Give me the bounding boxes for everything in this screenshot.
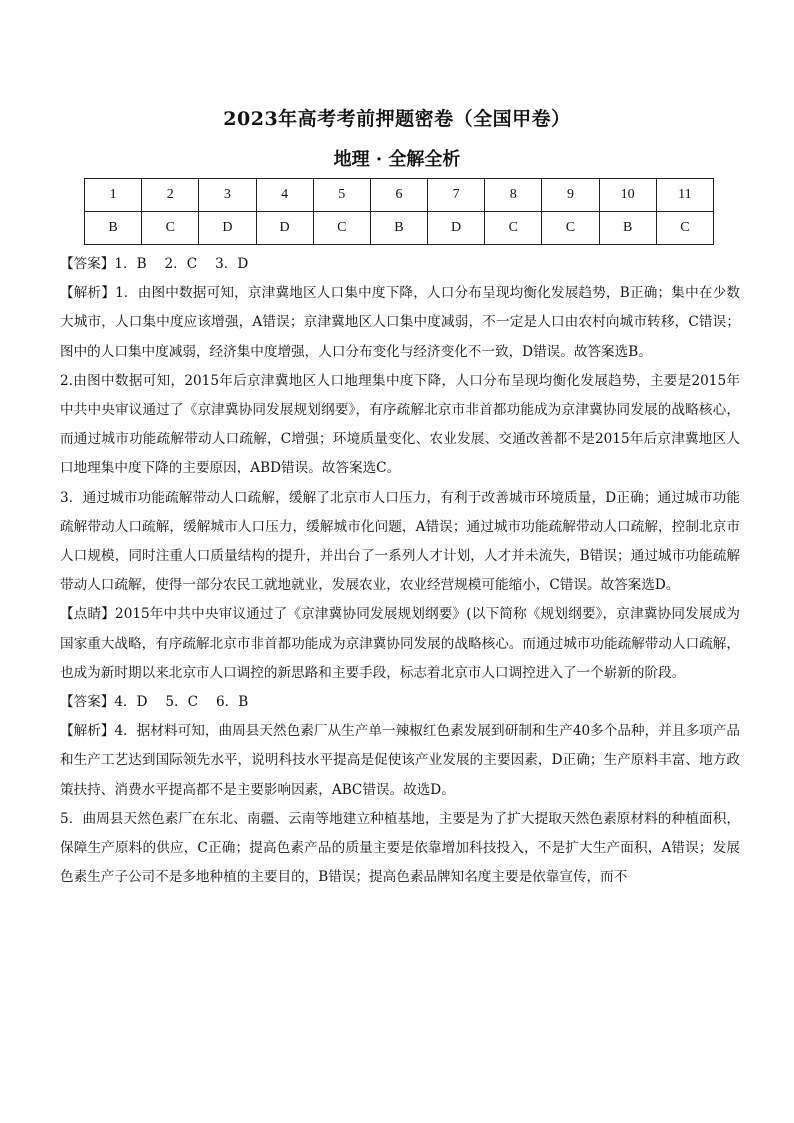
answer-line: 【答案】4．D 5．C 6．B [60, 694, 249, 711]
answer-cell: D [256, 212, 313, 245]
answer-table [84, 178, 714, 245]
table-row-numbers [85, 179, 714, 212]
question-number-cell: 9 [542, 179, 599, 212]
analysis-paragraph: 3．通过城市功能疏解带动人口疏解，缓解了北京市人口压力，有利于改善城市环境质量，D正确；通过城市功能疏解带动人口疏解，缓解城市人口压力，缓解城市化问题，A错误；通过城市功能疏解带动人口疏解，控制北京市人口规模，同时注重人口质量结构的提升，并出台了一系列人才计划，人才并未流失，B错误；通过城市功能疏解带动人口疏解，使得一部分农民工就地就业，发展农业，农业经营规模可能缩小，C错误。故答案选D。 [60, 489, 740, 594]
answer-cell: C [313, 212, 370, 245]
question-number-cell: 5 [313, 179, 370, 212]
question-number-cell: 2 [142, 179, 199, 212]
answer-cell: D [199, 212, 256, 245]
question-number-cell: 3 [199, 179, 256, 212]
question-number-cell: 11 [656, 179, 713, 212]
answer-cell: C [542, 212, 599, 245]
page-subtitle: 地理 · 全解全析 [333, 149, 461, 170]
analysis-paragraph: 5．曲周县天然色素厂在东北、南疆、云南等地建立种植基地，主要是为了扩大提取天然色素原材料的种植面积，保障生产原料的供应，C正确；提高色素产品的质量主要是依靠增加科技投入，不是扩大生产面积，A错误；发展色素生产子公司不是多地种植的主要目的，B错误；提高色素品牌知名度主要是依靠宣传，而不 [60, 810, 740, 886]
analysis-paragraph: 【解析】1．由图中数据可知，京津冀地区人口集中度下降，人口分布呈现均衡化发展趋势，B正确；集中在少数大城市，人口集中度应该增强，A错误；京津冀地区人口集中度减弱，不一定是人口由农村向城市转移，C错误；图中的人口集中度减弱，经济集中度增强，人口分布变化与经济变化不一致，D错误。故答案选B。 [60, 285, 740, 360]
answer-cell: B [85, 212, 142, 245]
answer-cell: C [656, 212, 713, 245]
question-number-cell: 8 [485, 179, 542, 212]
question-number-cell: 7 [428, 179, 485, 212]
question-number-cell: 4 [256, 179, 313, 212]
question-number-cell: 6 [370, 179, 427, 212]
question-number-cell: 10 [599, 179, 656, 212]
page-title: 2023年高考考前押题密卷（全国甲卷） [223, 108, 571, 130]
explanation-body [60, 250, 740, 892]
analysis-paragraph: 2.由图中数据可知，2015年后京津冀地区人口地理集中度下降，人口分布呈现均衡化发展趋势，主要是2015年中共中央审议通过了《京津冀协同发展规划纲要》，有序疏解北京市非首都功能成为京津冀协同发展的战略核心，而通过城市功能疏解带动人口疏解，C增强；环境质量变化、农业发展、交通改善都不是2015年后京津冀地区人口地理集中度下降的主要原因，ABD错误。故答案选C。 [60, 372, 740, 477]
key-point-paragraph: 【点睛】2015年中共中央审议通过了《京津冀协同发展规划纲要》(以下简称《规划纲要》，京津冀协同发展成为国家重大战略，有序疏解北京市非首都功能成为京津冀协同发展的战略核心。而通过城市功能疏解带动人口疏解，也成为新时期以来北京市人口调控的新思路和主要手段，标志着北京市人口调控进入了一个崭新的阶段。 [60, 606, 740, 681]
answer-cell: C [485, 212, 542, 245]
answer-line: 【答案】1．B 2．C 3．D [60, 256, 249, 272]
question-number-cell: 1 [85, 179, 142, 212]
answer-cell: D [428, 212, 485, 245]
table-row-answers [85, 212, 714, 245]
answer-cell: B [370, 212, 427, 245]
analysis-paragraph: 【解析】4．据材料可知，曲周县天然色素厂从生产单一辣椒红色素发展到研制和生产40多个品种，并且多项产品和生产工艺达到国际领先水平，说明科技水平提高是促使该产业发展的主要因素，D正确；生产原料丰富、地方政策扶持、消费水平提高都不是主要影响因素，ABC错误。故选D。 [60, 723, 740, 798]
answer-cell: C [142, 212, 199, 245]
answer-cell: B [599, 212, 656, 245]
